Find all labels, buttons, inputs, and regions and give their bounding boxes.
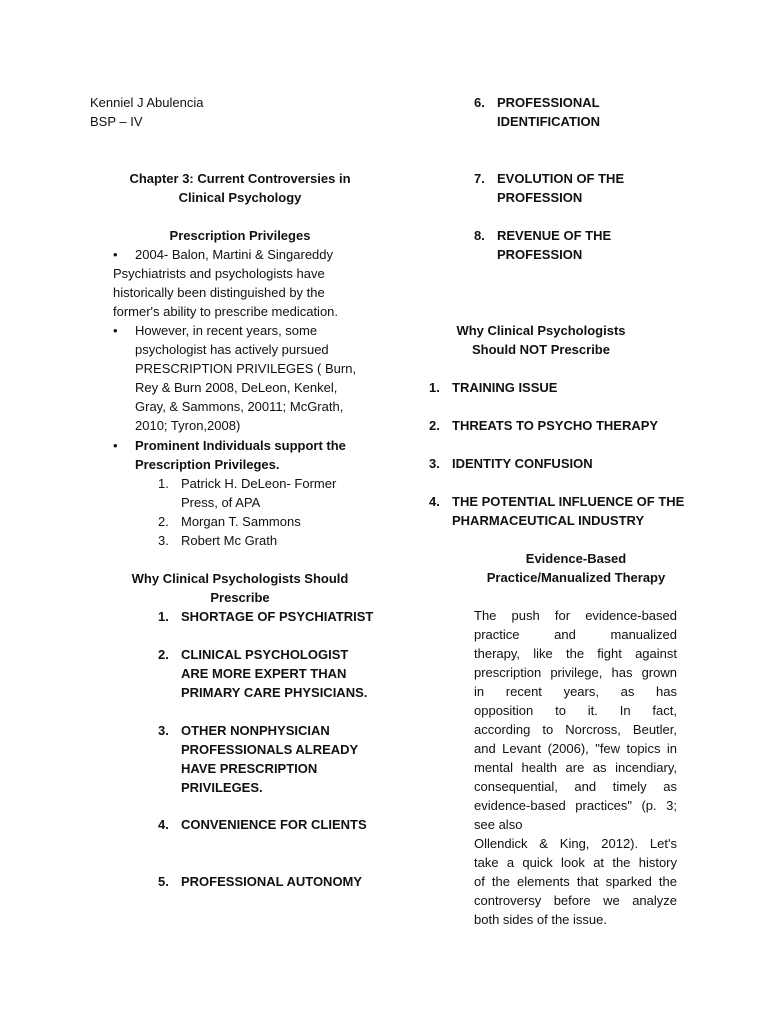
not-reason-4-line-1: THE POTENTIAL INFLUENCE OF THE	[452, 494, 685, 509]
reason-6-line-1: PROFESSIONAL	[497, 95, 600, 110]
reason-2-line-3: PRIMARY CARE PHYSICIANS.	[181, 685, 368, 700]
supporter-1-line-1: Patrick H. DeLeon- Former	[181, 476, 337, 491]
reason-number: 4.	[158, 817, 169, 832]
not-reason-3: IDENTITY CONFUSION	[452, 456, 593, 471]
supporter-2: Morgan T. Sammons	[181, 514, 301, 529]
bullet-icon: •	[113, 247, 118, 262]
reason-number: 5.	[158, 874, 169, 889]
ebp-paragraph-line: take a quick look at the history	[474, 855, 677, 870]
reason-4: CONVENIENCE FOR CLIENTS	[181, 817, 367, 832]
not-reason-1: TRAINING ISSUE	[452, 380, 558, 395]
reason-number: 6.	[474, 95, 485, 110]
ebp-heading-line-1: Evidence-Based	[525, 551, 627, 566]
reason-1: SHORTAGE OF PSYCHIATRIST	[181, 609, 374, 624]
why-should-heading-line-2: Prescribe	[210, 590, 270, 605]
ebp-paragraph-line: see also	[474, 817, 523, 832]
chapter-title-line-2: Clinical Psychology	[178, 190, 302, 205]
reason-number: 1.	[158, 609, 169, 624]
reason-7-line-1: EVOLUTION OF THE	[497, 171, 625, 186]
ebp-paragraph-line: practice and manualized	[474, 627, 677, 642]
not-reason-number: 2.	[429, 418, 440, 433]
ebp-paragraph-line: mental health are as incendiary,	[474, 760, 677, 775]
ebp-paragraph	[474, 606, 677, 929]
ebp-paragraph-line: The push for evidence-based	[474, 608, 677, 623]
ebp-heading-line-2: Practice/Manualized Therapy	[486, 570, 666, 585]
reason-number: 7.	[474, 171, 485, 186]
why-not-heading-line-2: Should NOT Prescribe	[472, 342, 610, 357]
ebp-paragraph-line: both sides of the issue.	[474, 912, 607, 927]
bullet-icon: •	[113, 323, 118, 338]
ebp-paragraph-line: controversy before we analyze	[474, 893, 677, 908]
course-label: BSP – IV	[90, 114, 143, 129]
ebp-paragraph-line: Ollendick & King, 2012). Let's	[474, 836, 677, 851]
reason-2-line-2: ARE MORE EXPERT THAN	[181, 666, 347, 681]
not-reason-number: 1.	[429, 380, 440, 395]
ebp-paragraph-line: consequential, and timely as	[474, 779, 677, 794]
reason-6-line-2: IDENTIFICATION	[497, 114, 601, 129]
reason-2-line-1: CLINICAL PSYCHOLOGIST	[181, 647, 349, 662]
ebp-paragraph-line: opposition to it. In fact,	[474, 703, 677, 718]
why-not-heading-line-1: Why Clinical Psychologists	[456, 323, 626, 338]
bullet-1-continuation-3: former's ability to prescribe medication.	[113, 304, 339, 319]
bullet-text: 2004- Balon, Martini & Singareddy	[135, 247, 334, 262]
not-reason-2: THREATS TO PSYCHO THERAPY	[452, 418, 659, 433]
bullet-2-line-6: 2010; Tyron,2008)	[135, 418, 241, 433]
bullet-3-line-1: Prominent Individuals support the	[135, 438, 346, 453]
why-should-heading-line-1: Why Clinical Psychologists Should	[131, 571, 349, 586]
bullet-2-line-3: PRESCRIPTION PRIVILEGES ( Burn,	[135, 361, 357, 376]
supporter-3: Robert Mc Grath	[181, 533, 278, 548]
bullet-1-continuation-1: Psychiatrists and psychologists have	[113, 266, 325, 281]
ebp-paragraph-line: in recent years, as has	[474, 684, 677, 699]
bullet-2-line-4: Rey & Burn 2008, DeLeon, Kenkel,	[135, 380, 338, 395]
ebp-paragraph-line: of the elements that sparked the	[474, 874, 677, 889]
not-reason-4-line-2: PHARMACEUTICAL INDUSTRY	[452, 513, 645, 528]
reason-3-line-1: OTHER NONPHYSICIAN	[181, 723, 330, 738]
bullet-3-line-2: Prescription Privileges.	[135, 457, 280, 472]
ebp-paragraph-line: evidence-based practices" (p. 3;	[474, 798, 677, 813]
section-heading-prescription-privileges: Prescription Privileges	[169, 228, 311, 243]
bullet-2-line-1: However, in recent years, some	[135, 323, 318, 338]
reason-7-line-2: PROFESSION	[497, 190, 583, 205]
not-reason-number: 3.	[429, 456, 440, 471]
bullet-2-line-5: Gray, & Sammons, 20011; McGrath,	[135, 399, 344, 414]
reason-8-line-2: PROFESSION	[497, 247, 583, 262]
supporter-1-line-2: Press, of APA	[181, 495, 261, 510]
reason-number: 3.	[158, 723, 169, 738]
bullet-2-line-2: psychologist has actively pursued	[135, 342, 329, 357]
ebp-paragraph-line: prescription privilege, has grown	[474, 665, 677, 680]
bullet-icon: •	[113, 438, 118, 453]
chapter-title-line-1: Chapter 3: Current Controversies in	[129, 171, 351, 186]
author-name: Kenniel J Abulencia	[90, 95, 204, 110]
supporter-number: 2.	[158, 514, 169, 529]
reason-5: PROFESSIONAL AUTONOMY	[181, 874, 363, 889]
ebp-paragraph-line: according to Norcross, Beutler,	[474, 722, 677, 737]
bullet-1-continuation-2: historically been distinguished by the	[113, 285, 325, 300]
reason-3-line-3: HAVE PRESCRIPTION	[181, 761, 318, 776]
ebp-paragraph-line: therapy, like the fight against	[474, 646, 677, 661]
reason-3-line-4: PRIVILEGES.	[181, 780, 263, 795]
not-reason-number: 4.	[429, 494, 440, 509]
reason-number: 8.	[474, 228, 485, 243]
supporter-number: 1.	[158, 476, 169, 491]
reason-number: 2.	[158, 647, 169, 662]
ebp-paragraph-line: and Levant (2006), "few topics in	[474, 741, 677, 756]
reason-8-line-1: REVENUE OF THE	[497, 228, 612, 243]
reason-3-line-2: PROFESSIONALS ALREADY	[181, 742, 359, 757]
supporter-number: 3.	[158, 533, 169, 548]
